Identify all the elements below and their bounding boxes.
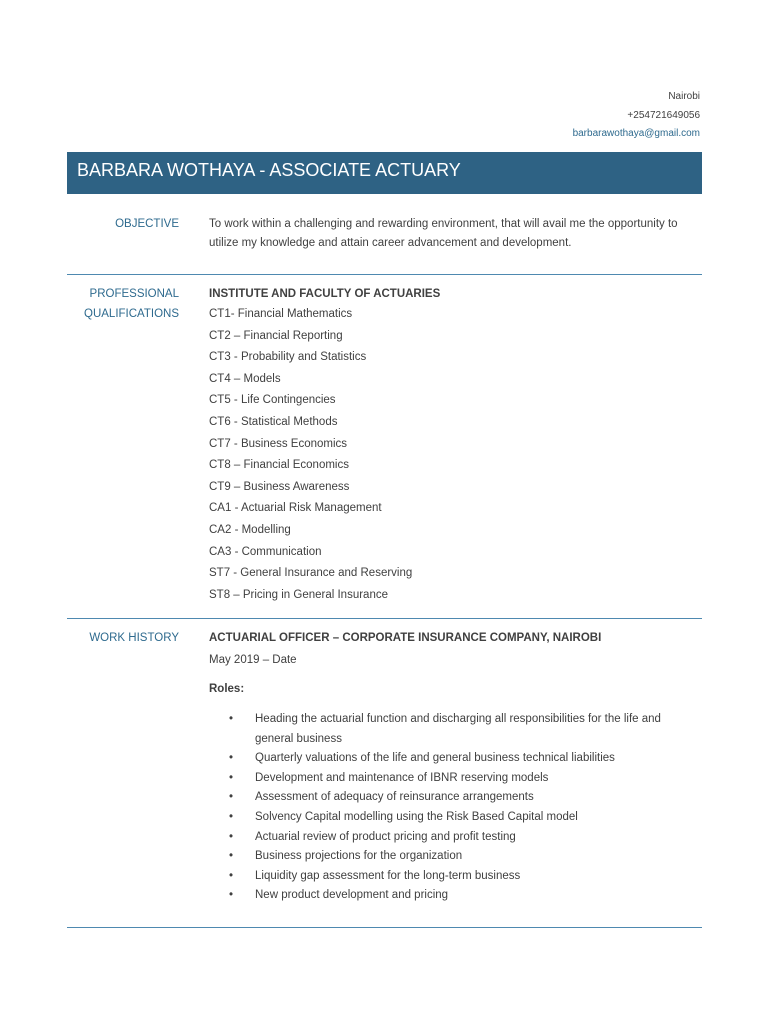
work-history-label: WORK HISTORY [89, 632, 179, 644]
roles-label: Roles: [209, 683, 245, 695]
role-item [209, 769, 699, 789]
qualification-item: ST7 - General Insurance and Reserving [209, 567, 413, 580]
qualification-item: CT9 – Business Awareness [209, 480, 350, 493]
role-item [209, 808, 699, 828]
qualification-item: CT3 - Probability and Statistics [209, 351, 367, 364]
qualification-item: CT4 – Models [209, 372, 281, 385]
contact-block [573, 88, 700, 144]
qualification-item: CA3 - Communication [209, 545, 322, 558]
contact-city: Nairobi [668, 91, 700, 102]
role-item [209, 847, 699, 867]
role-item [209, 788, 699, 808]
role-item [209, 886, 699, 906]
bullet-icon: • [229, 810, 234, 823]
name-banner [67, 152, 702, 194]
role-text: Business projections for the organization [255, 850, 463, 863]
job-position: ACTUARIAL OFFICER – CORPORATE INSURANCE COMPANY, NAIROBI [209, 632, 602, 644]
qualification-item: CT6 - Statistical Methods [209, 415, 338, 428]
objective-label: OBJECTIVE [115, 218, 179, 230]
role-item [209, 867, 699, 887]
contact-phone: +254721649056 [627, 109, 700, 121]
qualification-item: CA2 - Modelling [209, 523, 291, 536]
bullet-icon: • [229, 771, 234, 784]
bullet-icon: • [229, 850, 234, 863]
section-divider [67, 618, 702, 619]
qualification-item: CA1 - Actuarial Risk Management [209, 502, 382, 515]
section-divider [67, 274, 702, 275]
qualification-item: CT8 – Financial Economics [209, 459, 349, 472]
qualification-item: ST8 – Pricing in General Insurance [209, 588, 388, 601]
bullet-icon: • [229, 889, 234, 902]
qualification-item: CT1- Financial Mathematics [209, 308, 353, 320]
objective-text: To work within a challenging and rewarding environment, that will avail me the opportunity to utilize my knowledge and attain career advancement and development. [209, 218, 678, 249]
qualifications-label [67, 285, 179, 324]
bullet-icon: • [229, 869, 234, 882]
role-text: Heading the actuarial function and discharging all responsibilities for the life and general business [255, 713, 661, 745]
role-item [209, 828, 699, 848]
role-text: Quarterly valuations of the life and general business technical liabilities [255, 752, 615, 765]
role-text: Actuarial review of product pricing and profit testing [255, 830, 516, 843]
qualifications-list [209, 304, 412, 606]
bullet-icon: • [229, 752, 234, 765]
role-item [209, 710, 699, 749]
job-dates: May 2019 – Date [209, 654, 297, 666]
bullet-icon: • [229, 713, 234, 725]
section-divider [67, 927, 702, 928]
qualification-item: CT2 – Financial Reporting [209, 329, 343, 342]
role-text: Solvency Capital modelling using the Risk Based Capital model [255, 810, 578, 823]
qualification-item: CT7 - Business Economics [209, 437, 348, 450]
bullet-icon: • [229, 830, 234, 843]
role-text: Assessment of adequacy of reinsurance arrangements [255, 791, 534, 804]
role-item [209, 749, 699, 769]
role-text: Liquidity gap assessment for the long-term business [255, 869, 521, 882]
qualification-item: CT5 - Life Contingencies [209, 394, 336, 407]
roles-list [209, 710, 699, 906]
qualifications-label-line1: PROFESSIONAL [89, 288, 179, 300]
role-text: New product development and pricing [255, 889, 449, 902]
role-text: Development and maintenance of IBNR reserving models [255, 771, 549, 784]
contact-email[interactable]: barbarawothaya@gmail.com [572, 128, 700, 139]
bullet-icon: • [229, 791, 234, 804]
page-title: BARBARA WOTHAYA - ASSOCIATE ACTUARY [77, 160, 461, 180]
qualifications-label-line2: QUALIFICATIONS [84, 307, 179, 320]
qualifications-institute: INSTITUTE AND FACULTY OF ACTUARIES [209, 288, 441, 300]
